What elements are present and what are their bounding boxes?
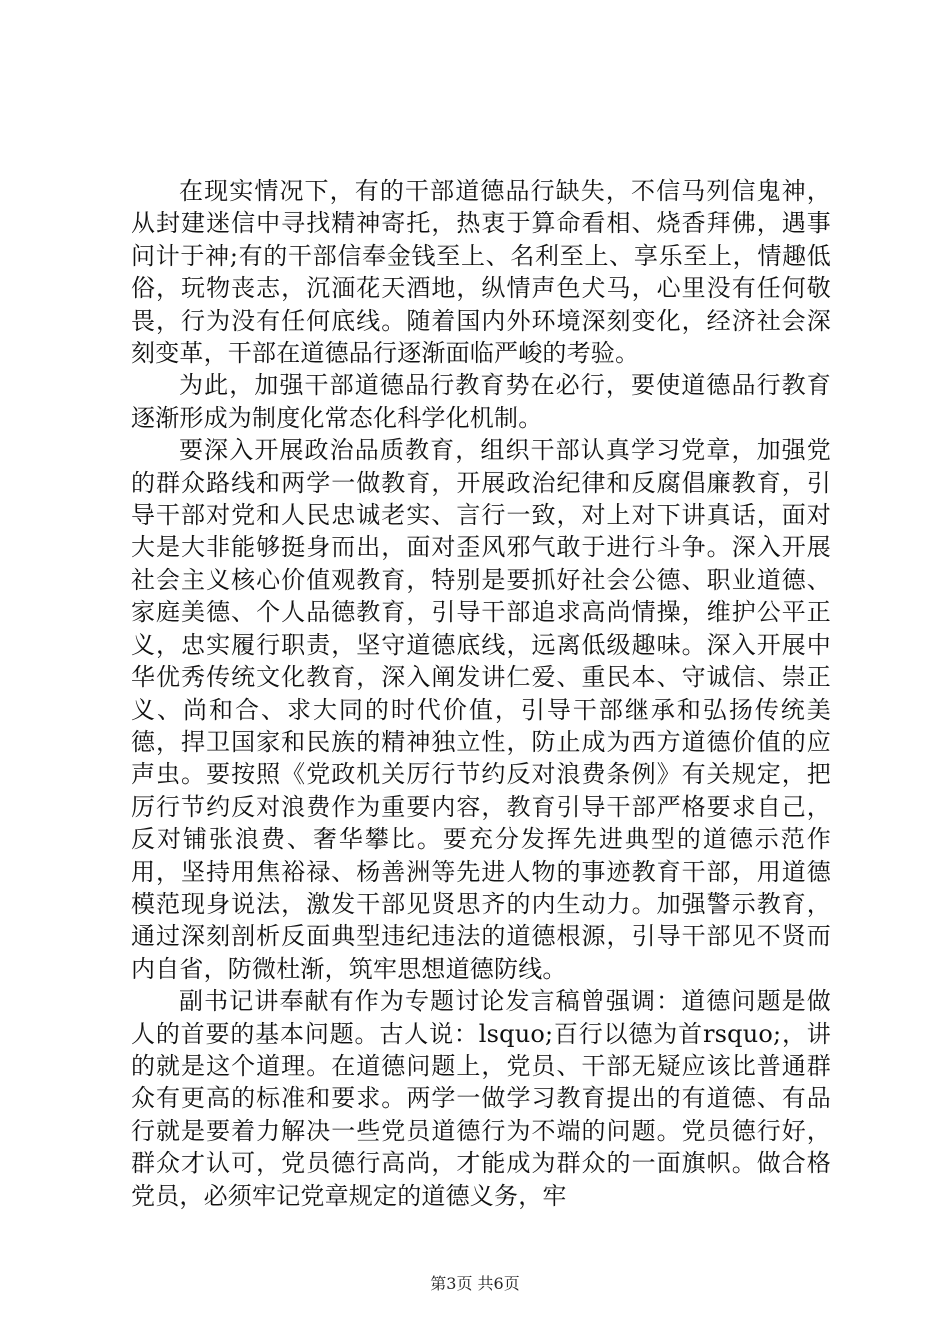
document-body: [131, 175, 831, 1212]
paragraph-1: 在现实情况下，有的干部道德品行缺失，不信马列信鬼神，从封建迷信中寻找精神寄托，热衷于算命看相、烧香拜佛，遇事问计于神;有的干部信奉金钱至上、名利至上、享乐至上，情趣低俗，玩物丧志，沉湎花天酒地，纵情声色犬马，心里没有任何敬畏，行为没有任何底线。随着国内外环境深刻变化，经济社会深刻变革，干部在道德品行逐渐面临严峻的考验。: [131, 177, 831, 368]
page-footer: 第3页 共6页: [430, 1274, 520, 1293]
paragraph-4: 副书记讲奉献有作为专题讨论发言稿曾强调：道德问题是做人的首要的基本问题。古人说：lsquo;百行以德为首rsquo;，讲的就是这个道理。在道德问题上，党员、干部无疑应该比普通群众有更高的标准和要求。两学一做学习教育提出的有道德、有品行就是要着力解决一些党员道德行为不端的问题。党员德行好，群众才认可，党员德行高尚，才能成为群众的一面旗帜。做合格党员，必须牢记党章规定的道德义务，牢: [131, 987, 831, 1210]
paragraph-3: 要深入开展政治品质教育，组织干部认真学习党章，加强党的群众路线和两学一做教育，开展政治纪律和反腐倡廉教育，引导干部对党和人民忠诚老实、言行一致，对上对下讲真话，面对大是大非能够挺身而出，面对歪风邪气敢于进行斗争。深入开展社会主义核心价值观教育，特别是要抓好社会公德、职业道德、家庭美德、个人品德教育，引导干部追求高尚情操，维护公平正义，忠实履行职责，坚守道德底线，远离低级趣味。深入开展中华优秀传统文化教育，深入阐发讲仁爱、重民本、守诚信、崇正义、尚和合、求大同的时代价值，引导干部继承和弘扬传统美德，捍卫国家和民族的精神独立性，防止成为西方道德价值的应声虫。要按照《党政机关厉行节约反对浪费条例》有关规定，把厉行节约反对浪费作为重要内容，教育引导干部严格要求自己，反对铺张浪费、奢华攀比。要充分发挥先进典型的道德示范作用，坚持用焦裕禄、杨善洲等先进人物的事迹教育干部，用道德模范现身说法，激发干部见贤思齐的内生动力。加强警示教育，通过深刻剖析反面典型违纪违法的道德根源，引导干部见不贤而内自省，防微杜渐，筑牢思想道德防线。: [131, 436, 831, 983]
paragraph-2: 为此，加强干部道德品行教育势在必行，要使道德品行教育逐渐形成为制度化常态化科学化机制。: [131, 371, 831, 432]
